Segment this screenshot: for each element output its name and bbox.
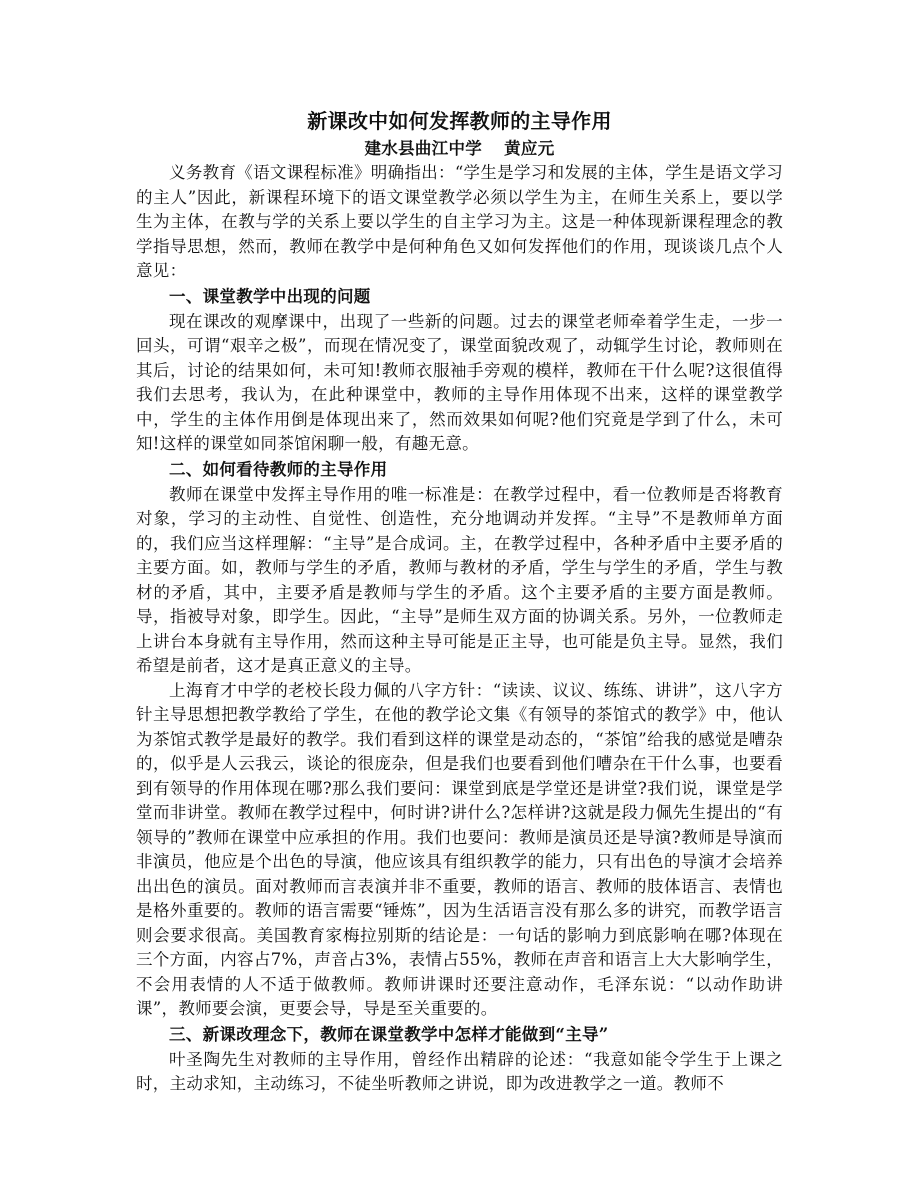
section-heading-1: 一、课堂教学中出现的问题 [169,286,371,306]
section-2-paragraph-1: 教师在课堂中发挥主导作用的唯一标准是：在教学过程中，看一位教师是否将教育对象，学习的主动性、自觉性、创造性，充分地调动并发挥。“主导”不是教师单方面的，我们应当这样理解：“主导”是合成词。主，在教学过程中，各种矛盾中主要矛盾的主要方面。如，教师与学生的矛盾，教师与教材的矛盾，学生与学生的矛盾，学生与教材的矛盾，其中，主要矛盾是教师与学生的矛盾。这个主要矛盾的主要方面是教师。导，指被导对象，即学生。因此，“主导”是师生双方面的协调关系。另外，一位教师走上讲台本身就有主导作用，然而这种主导可能是正主导，也可能是负主导。显然，我们希望是前者，这才是真正意义的主导。 [136,484,783,675]
author-name: 黄应元 [504,139,555,158]
document-title: 新课改中如何发挥教师的主导作用 [307,109,612,133]
document-page [136,105,783,1097]
author-byline [136,137,783,161]
section-1-paragraph-1: 现在课改的观摩课中，出现了一些新的问题。过去的课堂老师牵着学生走，一步一回头，可谓“艰辛之极”，而现在情况变了，课堂面貌改观了，动辄学生讨论，教师则在其后，讨论的结果如何，未可知!教师衣服袖手旁观的模样，教师在干什么呢?这很值得我们去思考，我认为，在此种课堂中，教师的主导作用体现不出来，这样的课堂教学中，学生的主体作用倒是体现出来了，然而效果如何呢?他们究竟是学到了什么，未可知!这样的课堂如同茶馆闲聊一般，有趣无意。 [136,311,783,453]
author-school: 建水县曲江中学 [364,139,483,158]
section-2-paragraph-2: 上海育才中学的老校长段力佩的八字方针：“读读、议议、练练、讲讲”，这八字方针主导思想把教学教给了学生，在他的教学论文集《有领导的茶馆式的教学》中，他认为茶馆式教学是最好的教学。我们看到这样的课堂是动态的，“茶馆”给我的感觉是嘈杂的，似乎是人云我云，谈论的很庞杂，但是我们也要看到他们嘈杂在干什么事，也要看到有领导的作用体现在哪?那么我们要问：课堂到底是学堂还是讲堂?我们说，课堂是学堂而非讲堂。教师在教学过程中，何时讲?讲什么?怎样讲?这就是段力佩先生提出的“有领导的”教师在课堂中应承担的作用。我们也要问：教师是演员还是导演?教师是导演而非演员，他应是个出色的导演，他应该具有组织教学的能力，只有出色的导演才会培养出出色的演员。面对教师而言表演并非不重要，教师的语言、教师的肢体语言、表情也是格外重要的。教师的语言需要“锤炼”，因为生活语言没有那么多的讲究，而教学语言则会要求很高。美国教育家梅拉别斯的结论是：一句话的影响力到底影响在哪?体现在三个方面，内容占7%，声音占3%，表情占55%，教师在声音和语言上大大影响学生，不会用表情的人不适于做教师。教师讲课时还要注意动作，毛泽东说：“以动作助讲课”，教师要会演，更要会导，导是至关重要的。 [136,680,783,1018]
section-3-paragraph-1: 叶圣陶先生对教师的主导作用，曾经作出精辟的论述：“我意如能令学生于上课之时，主动求知，主动练习，不徒坐听教师之讲说，即为改进教学之一道。教师不 [136,1049,783,1093]
section-heading-2: 二、如何看待教师的主导作用 [169,459,388,479]
intro-paragraph: 义务教育《语文课程标准》明确指出：“学生是学习和发展的主体，学生是语文学习的主人”因此，新课程环境下的语文课堂教学必须以学生为主，在师生关系上，要以学生为主体，在教与学的关系上要以学生的自主学习为主。这是一种体现新课程理念的教学指导思想，然而，教师在教学中是何种角色又如何发挥他们的作用，现谈谈几点个人意见： [136,163,783,280]
section-heading-3: 三、新课改理念下，教师在课堂教学中怎样才能做到“主导” [169,1024,609,1044]
